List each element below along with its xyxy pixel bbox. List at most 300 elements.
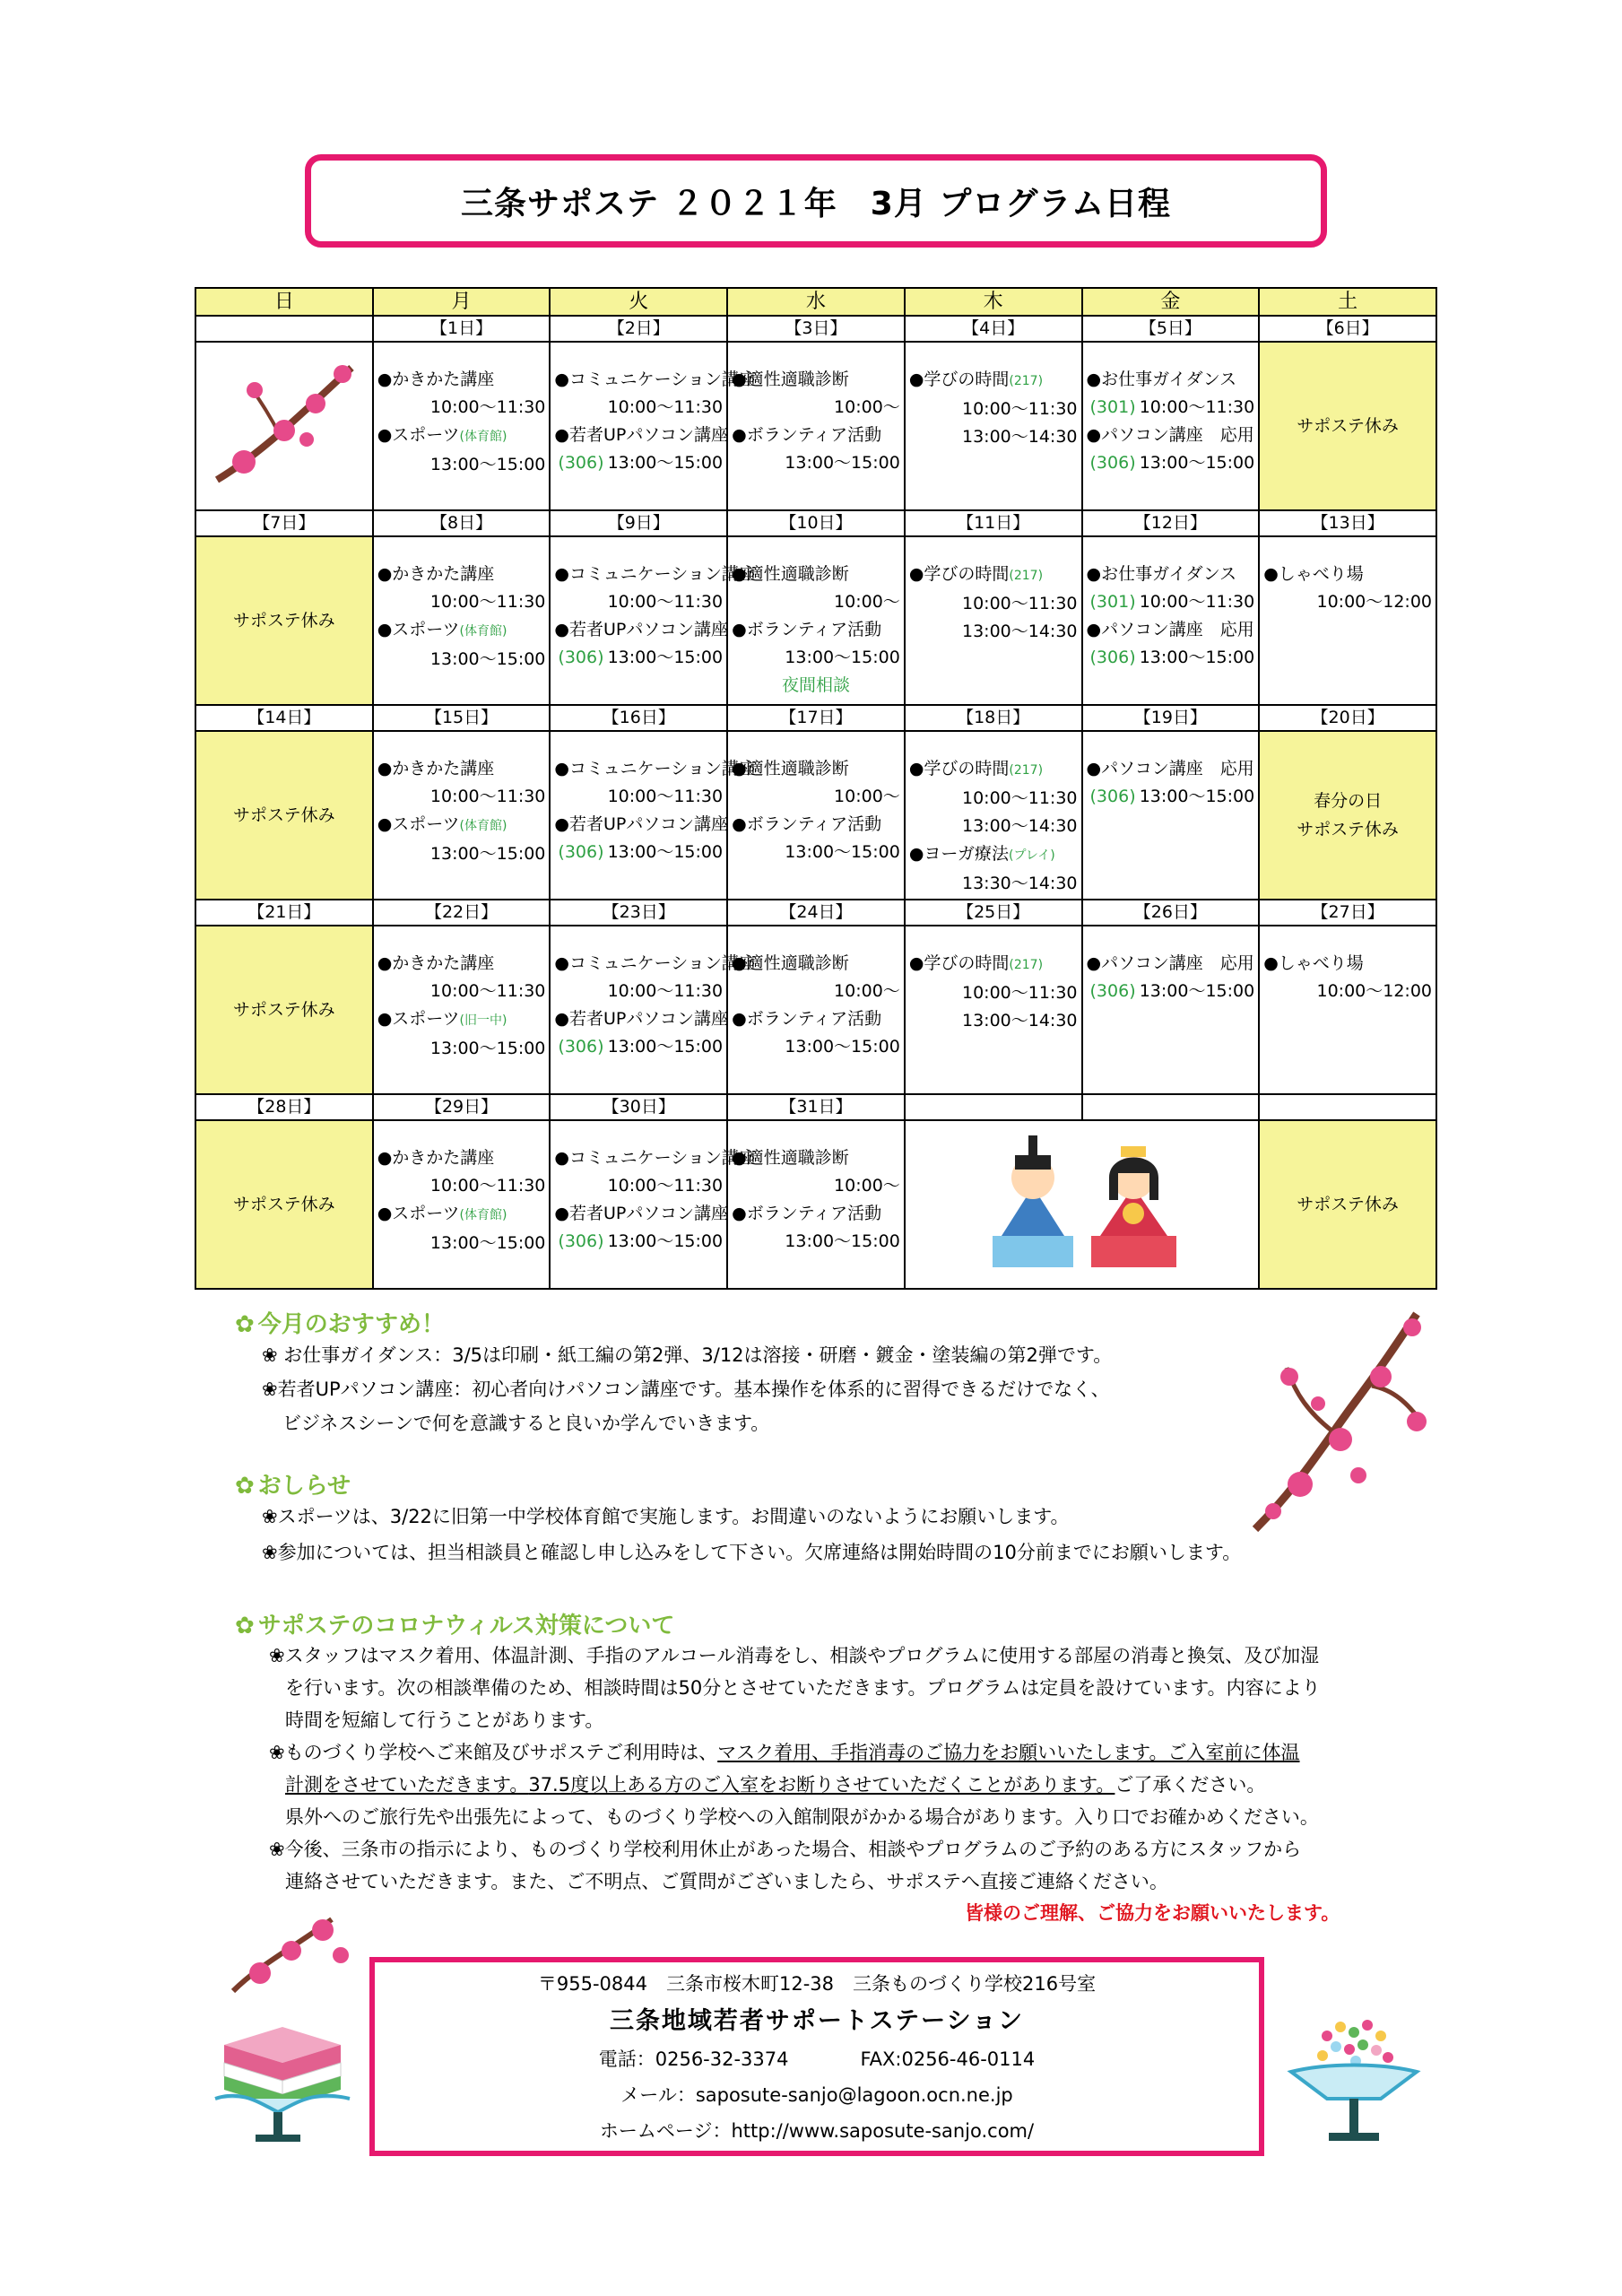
program-title: ●かきかた講座: [377, 1148, 495, 1168]
room-number: (306): [1089, 453, 1136, 473]
room-number: (306): [558, 1231, 604, 1251]
program-name: [551, 950, 756, 978]
program-name: [1083, 366, 1259, 394]
program-time: [374, 783, 550, 811]
day-number: 【21日】: [195, 900, 373, 926]
program-location: (体育館): [459, 1208, 507, 1222]
program-name: [1260, 950, 1436, 978]
notice-line-1: ❀スポーツは、3/22に旧第一中学校体育館で実施します。お間違いのないようにお願いします。: [262, 1506, 1070, 1527]
program-cell: [373, 731, 551, 900]
program-time: [728, 1033, 904, 1061]
program-name: [551, 1144, 756, 1172]
program-title: ●パソコン講座 応用: [1086, 425, 1254, 445]
program-location: (プレイ): [1009, 848, 1055, 863]
program-cell: [550, 731, 756, 900]
program-title: ●スポーツ: [377, 1204, 460, 1223]
program-title: ●適性適職診断: [732, 1148, 849, 1168]
closed-label: サポステ休み: [233, 1000, 335, 1020]
program-name: [728, 561, 904, 588]
day-number: 【30日】: [550, 1094, 727, 1120]
weekday-0: 日: [195, 288, 373, 316]
program-title: ●コミュニケーション講座: [554, 953, 756, 973]
date-row: [195, 705, 1436, 731]
day-number: 【11日】: [905, 510, 1082, 536]
day-number: 【28日】: [195, 1094, 373, 1120]
program-time: [551, 1033, 726, 1061]
program-time: [906, 785, 1081, 813]
flower-icon: ✿: [235, 1473, 255, 1500]
program-location: (217): [1009, 374, 1044, 388]
program-time: [906, 590, 1081, 618]
hina-dolls-icon: [975, 1128, 1190, 1272]
program-name: [906, 366, 1081, 396]
room-number: (306): [558, 1037, 604, 1057]
time-range: 10:00～11:30: [962, 788, 1078, 808]
time-range: 13:00～15:00: [1139, 453, 1255, 473]
time-range: 10:00～11:30: [607, 397, 724, 417]
program-title: ●若者UPパソコン講座: [554, 1204, 728, 1223]
program-cell: [373, 1120, 551, 1289]
recommend-line-2: ❀若者UPパソコン講座：初心者向けパソコン講座です。基本操作を体系的に習得できるだけでなく、: [262, 1378, 1110, 1400]
time-range: 13:00～15:00: [607, 842, 724, 862]
hishimochi-icon: [206, 1910, 359, 2144]
day-number: 【27日】: [1259, 900, 1436, 926]
program-cell: [727, 731, 905, 900]
flower-icon: ✿: [235, 1613, 255, 1639]
program-time: [551, 644, 726, 672]
program-title: ●コミュニケーション講座: [554, 564, 756, 584]
program-time: [374, 1230, 550, 1257]
closed-label: サポステ休み: [1297, 416, 1399, 436]
time-range: 13:00～14:30: [962, 622, 1078, 641]
program-time: [551, 449, 726, 477]
program-title: ●スポーツ: [377, 425, 460, 445]
program-name: [728, 1144, 904, 1172]
day-number: 【31日】: [727, 1094, 905, 1120]
program-cell: [727, 1120, 905, 1289]
program-title: ●コミュニケーション講座: [554, 370, 756, 389]
closed-day-cell: [195, 926, 373, 1094]
time-range: 10:00～: [834, 397, 900, 417]
program-name: [551, 422, 726, 449]
program-name: [728, 366, 904, 394]
day-number: 【24日】: [727, 900, 905, 926]
program-cell: [727, 926, 905, 1094]
program-title: ●学びの時間: [908, 564, 1010, 584]
time-range: 10:00～11:30: [607, 592, 724, 612]
program-time: [728, 1172, 904, 1200]
recommend-line-3: ビジネスシーンで何を意識すると良いか学んでいきます。: [282, 1413, 770, 1434]
weekday-5: 金: [1082, 288, 1260, 316]
day-number: 【17日】: [727, 705, 905, 731]
recommend-heading: ✿ 今月のおすすめ！: [235, 1311, 446, 1338]
program-cell: [550, 1120, 756, 1289]
program-time: [728, 644, 904, 672]
page-title: 三条サポステ ２０２１年 3月 プログラム日程: [305, 154, 1327, 248]
program-title: ●適性適職診断: [732, 759, 849, 778]
day-number: 【14日】: [195, 705, 373, 731]
corona-line-6: 県外へのご旅行先や出張先によって、ものづくり学校への入館制限がかかる場合があります。入り口でお確かめください。: [285, 1806, 1319, 1828]
time-range: 10:00～: [834, 592, 900, 612]
time-range: 10:00～11:30: [607, 1176, 724, 1196]
email[interactable]: メール：saposute-sanjo@lagoon.ocn.ne.jp: [620, 2084, 1013, 2106]
program-title: ●スポーツ: [377, 1009, 460, 1029]
program-name: [551, 561, 756, 588]
program-time: [551, 394, 726, 422]
program-time: [551, 978, 726, 1005]
program-location: (旧一中): [459, 1013, 507, 1028]
time-range: 13:00～14:30: [962, 816, 1078, 836]
program-time: [1083, 449, 1259, 477]
program-title: ●適性適職診断: [732, 564, 849, 584]
program-name: [374, 1144, 550, 1172]
program-name: [551, 1005, 726, 1033]
program-name: [728, 422, 904, 449]
plum-branch-icon: [208, 354, 360, 489]
closed-label: サポステ休み: [233, 805, 335, 825]
day-number: 【16日】: [550, 705, 727, 731]
corona-heading: ✿ サポステのコロナウィルス対策について: [235, 1613, 675, 1639]
weekday-4: 木: [905, 288, 1082, 316]
corona-line-7: ❀今後、三条市の指示により、ものづくり学校利用休止があった場合、相談やプログラムのご予約のある方にスタッフから: [269, 1839, 1302, 1860]
date-row: [195, 510, 1436, 536]
program-name: [374, 950, 550, 978]
program-name: [374, 422, 550, 451]
program-title: ●パソコン講座 応用: [1086, 620, 1254, 639]
program-time: [551, 839, 726, 866]
room-number: (301): [1089, 397, 1136, 417]
program-title: ●かきかた講座: [377, 564, 495, 584]
program-cell: [905, 926, 1082, 1094]
day-number: 【13日】: [1259, 510, 1436, 536]
program-cell: [727, 536, 905, 705]
room-number: (301): [1089, 592, 1136, 612]
program-title: ●コミュニケーション講座: [554, 759, 756, 778]
time-range: 13:00～15:00: [1139, 981, 1255, 1001]
day-number: 【5日】: [1082, 316, 1260, 342]
program-name: [1083, 950, 1259, 978]
program-name: [728, 811, 904, 839]
time-range: 10:00～: [834, 981, 900, 1001]
program-time: [1083, 394, 1259, 422]
time-range: 13:00～15:00: [607, 648, 724, 667]
program-title: ●コミュニケーション講座: [554, 1148, 756, 1168]
program-title: ●若者UPパソコン講座: [554, 425, 728, 445]
program-title: ●パソコン講座 応用: [1086, 953, 1254, 973]
time-range: 13:00～14:30: [962, 427, 1078, 447]
program-name: [1260, 561, 1436, 588]
time-range: 10:00～11:30: [429, 397, 546, 417]
closed-day-cell: [195, 536, 373, 705]
program-cell: [905, 342, 1082, 510]
room-number: (306): [558, 453, 604, 473]
time-range: 13:00～15:00: [785, 648, 900, 667]
program-name: [906, 950, 1081, 979]
corona-line-4: ❀ものづくり学校へご来館及びサポステご利用時は、マスク着用、手指消毒のご協力をお願いいたします。ご入室前に体温: [269, 1742, 1300, 1763]
closed-day-cell: [195, 1120, 373, 1289]
day-number: [1082, 1094, 1260, 1120]
room-number: (306): [1089, 981, 1136, 1001]
date-row: [195, 316, 1436, 342]
program-cell: [1259, 536, 1436, 705]
program-cell: [1082, 926, 1260, 1094]
program-cell: [1082, 536, 1260, 705]
week-row: [195, 1120, 1436, 1289]
program-title: ●ヨーガ療法: [908, 844, 1010, 864]
time-range: 10:00～11:30: [607, 787, 724, 806]
program-name: [906, 840, 1081, 870]
program-cell: [1259, 926, 1436, 1094]
time-range: 13:00～15:00: [607, 1037, 724, 1057]
time-range: 10:00～11:30: [429, 787, 546, 806]
program-name: [728, 1005, 904, 1033]
program-title: ●スポーツ: [377, 620, 460, 639]
program-time: [906, 423, 1081, 451]
program-title: ●若者UPパソコン講座: [554, 1009, 728, 1029]
program-time: [374, 394, 550, 422]
program-time: [906, 1007, 1081, 1035]
weekday-6: 土: [1259, 288, 1436, 316]
corona-line-5: 計測をさせていただきます。37.5度以上ある方のご入室をお断りさせていただくことがあります。ご了承ください。: [285, 1774, 1266, 1796]
program-location: (217): [1009, 763, 1044, 778]
program-title: ●適性適職診断: [732, 370, 849, 389]
address: 〒955-0844 三条市桜木町12-38 三条ものづくり学校216号室: [537, 1973, 1097, 1995]
program-title: ●ボランティア活動: [732, 620, 882, 639]
program-time: [906, 870, 1081, 898]
program-title: ●学びの時間: [908, 953, 1010, 973]
time-range: 10:00～11:30: [962, 399, 1078, 419]
program-time: [1083, 978, 1259, 1005]
program-time: [374, 978, 550, 1005]
program-time: [906, 813, 1081, 840]
program-name: [728, 950, 904, 978]
time-range: 13:30～14:30: [962, 874, 1078, 893]
day-number: 【19日】: [1082, 705, 1260, 731]
day-number: 【29日】: [373, 1094, 551, 1120]
time-range: 10:00～11:30: [962, 594, 1078, 613]
time-range: 13:00～15:00: [607, 1231, 724, 1251]
program-time: [728, 978, 904, 1005]
day-number: 【6日】: [1259, 316, 1436, 342]
program-time: [728, 394, 904, 422]
program-name: [551, 1200, 726, 1228]
time-range: 10:00～: [834, 1176, 900, 1196]
day-number: 【25日】: [905, 900, 1082, 926]
day-number: 【8日】: [373, 510, 551, 536]
program-title: ●しゃべり場: [1263, 953, 1364, 973]
closed-label: サポステ休み: [233, 611, 335, 631]
corona-line-8: 連絡させていただきます。また、ご不明点、ご質問がございましたら、サポステへ直接ご連絡ください。: [285, 1871, 1168, 1892]
program-time: [728, 588, 904, 616]
website-link[interactable]: ホームページ：http://www.saposute-sanjo.com/: [599, 2120, 1035, 2142]
time-range: 13:00～15:00: [1139, 648, 1255, 667]
program-time: [1083, 644, 1259, 672]
day-number: 【15日】: [373, 705, 551, 731]
day-number: 【7日】: [195, 510, 373, 536]
day-number: 【18日】: [905, 705, 1082, 731]
organization-name: 三条地域若者サポートステーション: [609, 2007, 1025, 2035]
program-name: [551, 811, 726, 839]
program-name: [551, 755, 756, 783]
day-number: 【12日】: [1082, 510, 1260, 536]
plum-branch-icon: [1246, 1305, 1435, 1538]
program-time: [728, 783, 904, 811]
room-number: (306): [558, 648, 604, 667]
time-range: 13:00～15:00: [785, 453, 900, 473]
program-title: ●しゃべり場: [1263, 564, 1364, 584]
program-name: [906, 561, 1081, 590]
program-time: [1083, 588, 1259, 616]
flower-icon: ✿: [235, 1311, 255, 1338]
time-range: 13:00～15:00: [429, 1039, 546, 1058]
day-number: 【2日】: [550, 316, 727, 342]
time-range: 10:00～: [834, 787, 900, 806]
closed-label: サポステ休み: [233, 1195, 335, 1214]
program-cell: [550, 536, 756, 705]
program-cell: [550, 926, 756, 1094]
program-time: [551, 1228, 726, 1256]
program-cell: [727, 342, 905, 510]
week-row: [195, 342, 1436, 510]
closed-day-cell: [1259, 1120, 1436, 1289]
program-cell: [373, 536, 551, 705]
program-title: ●かきかた講座: [377, 953, 495, 973]
program-name: [728, 755, 904, 783]
time-range: 13:00～15:00: [429, 649, 546, 669]
recommend-line-1: ❀ お仕事ガイダンス：3/5は印刷・紙工編の第2弾、3/12は溶接・研磨・鍍金・塗装編の第2弾です。: [262, 1344, 1113, 1366]
program-name: [551, 366, 756, 394]
program-name: [906, 755, 1081, 785]
time-range: 10:00～12:00: [1316, 981, 1432, 1001]
program-name: [374, 366, 550, 394]
time-range: 13:00～15:00: [785, 1037, 900, 1057]
program-title: ●適性適職診断: [732, 953, 849, 973]
program-time: [551, 588, 726, 616]
time-range: 13:00～14:30: [962, 1011, 1078, 1031]
room-number: (306): [1089, 787, 1136, 806]
program-name: [1083, 755, 1259, 783]
phone: 電話：0256-32-3374: [598, 2048, 789, 2070]
time-range: 13:00～15:00: [785, 1231, 900, 1251]
program-title: ●ボランティア活動: [732, 1204, 882, 1223]
program-location: (217): [1009, 958, 1044, 972]
weekday-header-row: [195, 288, 1436, 316]
weekday-2: 火: [550, 288, 727, 316]
program-location: (体育館): [459, 819, 507, 833]
day-number: [905, 1094, 1082, 1120]
notice-heading: ✿ おしらせ: [235, 1473, 351, 1500]
program-name: [728, 1200, 904, 1228]
fax: FAX:0256-46-0114: [860, 2048, 1036, 2070]
time-range: 13:00～15:00: [607, 453, 724, 473]
program-location: (体育館): [459, 430, 507, 444]
closed-day-cell: [195, 731, 373, 900]
time-range: 10:00～11:30: [429, 1176, 546, 1196]
day-number: 【26日】: [1082, 900, 1260, 926]
closing-message: 皆様のご理解、ご協力をお願いいたします。: [965, 1902, 1340, 1924]
program-cell: [905, 731, 1082, 900]
program-cell: [550, 342, 756, 510]
day-number: 【20日】: [1259, 705, 1436, 731]
corona-line-1: ❀スタッフはマスク着用、体温計測、手指のアルコール消毒をし、相談やプログラムに使用する部屋の消毒と換気、及び加湿: [269, 1645, 1320, 1666]
time-range: 13:00～15:00: [785, 842, 900, 862]
day-number: [1259, 1094, 1436, 1120]
time-range: 10:00～12:00: [1316, 592, 1432, 612]
day-number: 【3日】: [727, 316, 905, 342]
program-time: [906, 618, 1081, 646]
program-name: [1083, 422, 1259, 449]
program-title: ●お仕事ガイダンス: [1086, 564, 1237, 584]
program-time: [374, 588, 550, 616]
time-range: 10:00～11:30: [1139, 397, 1255, 417]
program-location: (217): [1009, 569, 1044, 583]
program-time: [906, 979, 1081, 1007]
program-title: ●パソコン講座 応用: [1086, 759, 1254, 778]
day-number: 【4日】: [905, 316, 1082, 342]
program-title: ●かきかた講座: [377, 370, 495, 389]
day-number: 【22日】: [373, 900, 551, 926]
program-time: [728, 449, 904, 477]
program-name: [551, 616, 726, 644]
program-cell: [1082, 342, 1260, 510]
program-time: [374, 1172, 550, 1200]
day-number: 【23日】: [550, 900, 727, 926]
closed-label: 春分の日: [1314, 791, 1383, 811]
corona-line-2: を行います。次の相談準備のため、相談時間は50分とさせていただきます。プログラムは定員を設けています。内容により: [285, 1677, 1321, 1699]
closed-day-cell: [1259, 342, 1436, 510]
program-cell: [373, 926, 551, 1094]
program-time: [551, 783, 726, 811]
day-number: 【9日】: [550, 510, 727, 536]
time-range: 13:00～15:00: [429, 844, 546, 864]
program-name: [374, 1200, 550, 1230]
day-number: 【1日】: [373, 316, 551, 342]
date-row: [195, 900, 1436, 926]
date-row: [195, 1094, 1436, 1120]
hina-dolls-cell: [905, 1120, 1259, 1289]
time-range: 10:00～11:30: [607, 981, 724, 1001]
program-name: [374, 561, 550, 588]
room-number: (306): [558, 842, 604, 862]
week-row: [195, 926, 1436, 1094]
closed-label: サポステ休み: [1297, 820, 1399, 839]
program-cell: [905, 536, 1082, 705]
program-time: [551, 1172, 726, 1200]
plum-branch-cell: [195, 342, 373, 510]
program-name: [374, 616, 550, 646]
week-row: [195, 536, 1436, 705]
program-time: [1260, 588, 1436, 616]
time-range: 10:00～11:30: [1139, 592, 1255, 612]
time-range: 10:00～11:30: [429, 592, 546, 612]
closed-label: サポステ休み: [1297, 1195, 1399, 1214]
program-title: ●若者UPパソコン講座: [554, 814, 728, 834]
hina-arare-icon: [1273, 2000, 1435, 2152]
program-name: [1083, 616, 1259, 644]
program-time: [374, 1035, 550, 1063]
program-title: ●学びの時間: [908, 370, 1010, 389]
program-name: [728, 616, 904, 644]
closed-day-cell: [1259, 731, 1436, 900]
program-name: [374, 1005, 550, 1035]
week-row: [195, 731, 1436, 900]
program-time: [1260, 978, 1436, 1005]
program-time: [374, 646, 550, 674]
program-title: ●ボランティア活動: [732, 1009, 882, 1029]
program-name: [374, 811, 550, 840]
program-time: [728, 1228, 904, 1256]
program-time: [1083, 783, 1259, 811]
